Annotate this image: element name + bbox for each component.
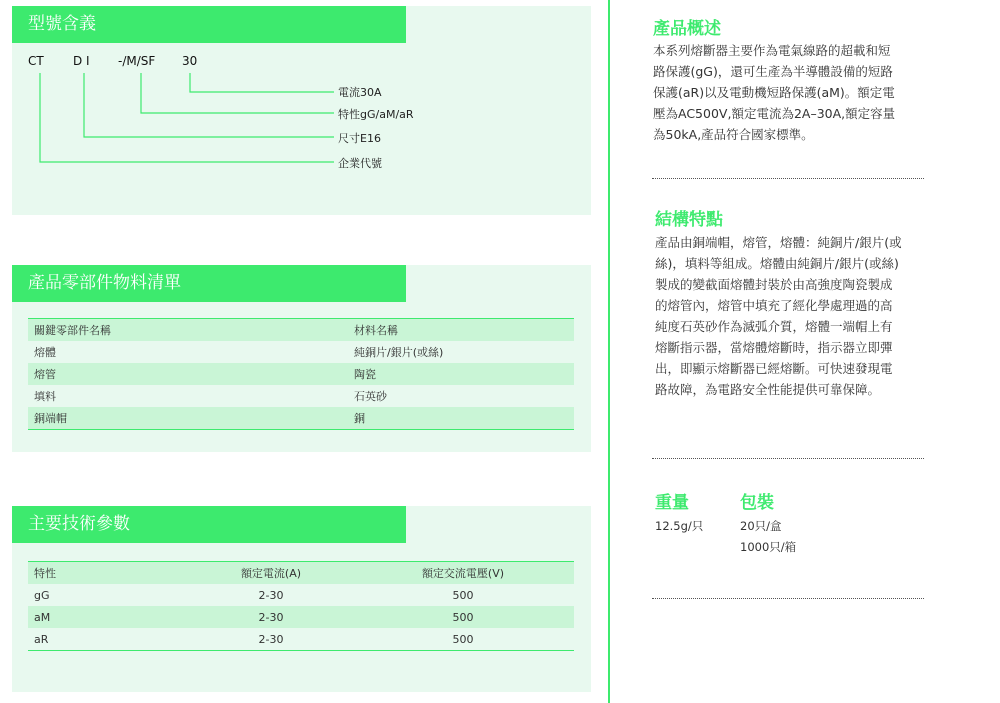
- table-cell: aR: [28, 628, 190, 651]
- table-row: [28, 584, 574, 606]
- table-cell: 2-30: [190, 606, 352, 628]
- label-characteristic: 特性gG/aM/aR: [338, 108, 414, 121]
- label-company-code: 企業代號: [338, 157, 382, 170]
- text-line: 的熔管內，熔管中填充了經化學處理過的高: [655, 298, 893, 313]
- code-part-ct: CT: [28, 54, 44, 68]
- weight-heading: 重量: [655, 493, 689, 513]
- header-cell: 關鍵零部件名稱: [28, 319, 348, 342]
- parts-table: [28, 318, 574, 430]
- table-cell: 500: [352, 606, 574, 628]
- table-row: [28, 341, 574, 363]
- packing-heading: 包裝: [740, 493, 774, 513]
- table-cell: 熔體: [34, 346, 56, 359]
- header-cell: 額定電流(A): [190, 562, 352, 585]
- text-line: 本系列熔斷器主要作為電氣線路的超載和短: [653, 43, 891, 58]
- table-cell: 熔管: [28, 363, 348, 385]
- table-row: [28, 407, 574, 430]
- text-line: 出，即顯示熔斷器已經熔斷。可快速發現電: [655, 361, 893, 376]
- table-cell: 純銅片/銀片(或絲): [354, 346, 444, 359]
- table-header-row: [28, 562, 574, 585]
- header-cell: 額定交流電壓(V): [352, 562, 574, 585]
- text-line: 絲)，填料等組成。熔體由純銅片/銀片(或絲): [655, 256, 899, 271]
- tech-params-title: 主要技術參數: [12, 506, 406, 543]
- table-cell: 銅端帽: [28, 407, 348, 430]
- table-cell: aM: [28, 606, 190, 628]
- dotted-separator: [652, 458, 924, 459]
- code-part-current: 30: [182, 54, 198, 68]
- text-line: 製成的變截面熔體封裝於由高強度陶瓷製成: [655, 277, 893, 292]
- parts-list-title: 產品零部件物料清單: [12, 265, 406, 302]
- tech-table: [28, 561, 574, 651]
- text-line: 為50kA,產品符合國家標準。: [653, 127, 814, 142]
- table-cell: 銅: [348, 407, 574, 430]
- text-line: 純度石英砂作為滅弧介質，熔體一端帽上有: [655, 319, 893, 334]
- header-cell: 材料名稱: [348, 319, 574, 342]
- structure-text: [655, 232, 945, 400]
- table-cell: 500: [452, 588, 474, 602]
- model-meaning-title: 型號含義: [12, 6, 406, 43]
- model-meaning-panel: [12, 6, 591, 215]
- parts-list-panel: [12, 265, 591, 452]
- text-line: 熔斷指示器，當熔體熔斷時，指示器立即彈: [655, 340, 893, 355]
- header-cell: 特性: [28, 562, 190, 585]
- weight-value: 12.5g/只: [655, 519, 704, 533]
- table-cell: 500: [352, 628, 574, 651]
- table-row: [28, 606, 574, 628]
- overview-text: [653, 40, 943, 145]
- table-cell: 石英砂: [354, 390, 387, 403]
- table-header-row: [28, 319, 574, 342]
- text-line: 壓為AC500V,額定電流為2A–30A,額定容量: [653, 106, 896, 121]
- table-row: [28, 363, 574, 385]
- tech-params-panel: [12, 506, 591, 692]
- table-cell: 填料: [34, 390, 56, 403]
- code-part-variant: -/M/SF: [118, 54, 156, 68]
- structure-heading: 結構特點: [655, 210, 723, 230]
- text-line: 路故障，為電路安全性能提供可靠保障。: [655, 382, 881, 397]
- overview-heading: 產品概述: [653, 19, 721, 39]
- dotted-separator: [652, 178, 924, 179]
- table-cell: 陶瓷: [348, 363, 574, 385]
- dotted-separator: [652, 598, 924, 599]
- vertical-divider: [608, 0, 610, 703]
- text-line: 保護(aR)以及電動機短路保護(aM)。額定電: [653, 85, 895, 100]
- text-line: 產品由銅端帽，熔管，熔體：純銅片/銀片(或: [655, 235, 902, 250]
- text-line: 路保護(gG)，還可生產為半導體設備的短路: [653, 64, 893, 79]
- packing-value-case: 1000只/箱: [740, 540, 797, 554]
- packing-value-box: 20只/盒: [740, 519, 782, 533]
- label-size: 尺寸E16: [338, 132, 381, 145]
- code-part-di: D I: [73, 54, 90, 68]
- table-row: [28, 385, 574, 407]
- table-cell: 2-30: [258, 588, 284, 602]
- label-current: 電流30A: [338, 86, 382, 99]
- table-row: [28, 628, 574, 651]
- table-cell: 2-30: [190, 628, 352, 651]
- model-code-diagram: [12, 6, 591, 215]
- table-cell: gG: [34, 588, 50, 602]
